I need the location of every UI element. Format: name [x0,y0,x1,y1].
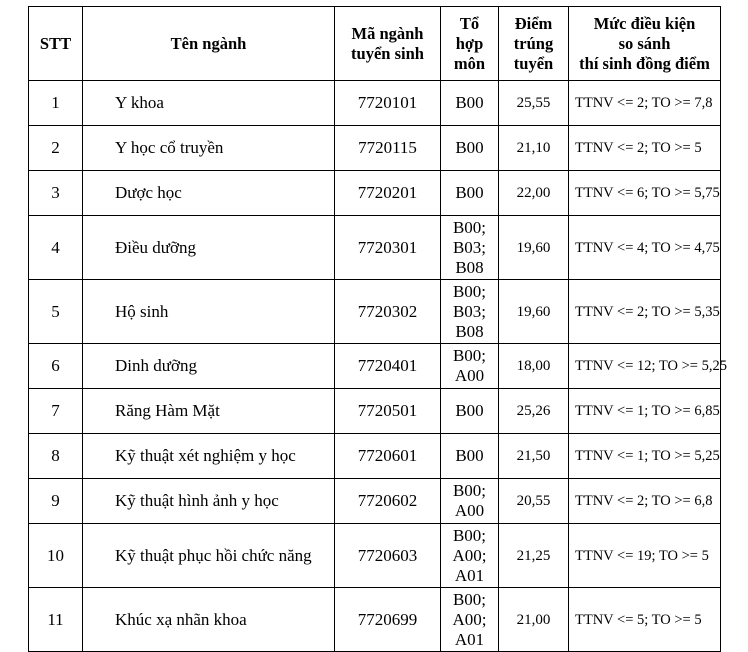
row-tiebreak-condition: TTNV <= 2; TO >= 5,35 [569,280,721,344]
row-subject-combo [441,588,499,652]
row-subject-combo [441,344,499,389]
combo-code: A00; [452,609,487,629]
row-major-code: 7720115 [335,126,441,171]
row-major-code: 7720603 [335,524,441,588]
header-combo-line: Tổ [459,13,480,33]
header-row [29,7,721,81]
table-row [29,216,721,280]
header-score-line: trúng [513,33,554,53]
table-row [29,280,721,344]
row-tiebreak-condition: TTNV <= 6; TO >= 5,75 [569,171,721,216]
row-subject-combo [441,171,499,216]
combo-code: B00; [452,346,487,365]
row-major-code: 7720101 [335,81,441,126]
combo-code: B08 [455,257,484,277]
header-combo-line: môn [453,53,486,73]
combo-code: B00; [452,217,487,237]
header-combo [441,7,499,81]
header-condition-line: Mức điều kiện [593,13,696,33]
combo-code: B00 [455,446,484,465]
row-cutoff-score: 20,55 [499,479,569,524]
row-subject-combo [441,126,499,171]
row-cutoff-score: 22,00 [499,171,569,216]
row-cutoff-score: 19,60 [499,280,569,344]
combo-code: B03; [452,237,487,257]
row-stt: 3 [29,171,83,216]
row-cutoff-score: 18,00 [499,344,569,389]
combo-code: A01 [454,629,485,649]
row-cutoff-score: 21,25 [499,524,569,588]
row-tiebreak-condition: TTNV <= 12; TO >= 5,25 [569,344,721,389]
row-tiebreak-condition: TTNV <= 1; TO >= 6,85 [569,389,721,434]
row-major-code: 7720301 [335,216,441,280]
combo-code: B08 [455,321,484,341]
row-cutoff-score: 21,50 [499,434,569,479]
header-code [335,7,441,81]
row-stt: 9 [29,479,83,524]
row-stt: 10 [29,524,83,588]
row-cutoff-score: 25,55 [499,81,569,126]
row-major-name: Y học cổ truyền [83,126,335,171]
row-major-code: 7720501 [335,389,441,434]
row-major-name: Răng Hàm Mặt [83,389,335,434]
row-major-name: Kỹ thuật hình ảnh y học [83,479,335,524]
combo-code: B00; [452,525,487,545]
row-subject-combo [441,524,499,588]
header-score [499,7,569,81]
row-major-name: Hộ sinh [83,280,335,344]
row-stt: 7 [29,389,83,434]
table-row [29,588,721,652]
combo-code: B00 [455,401,484,420]
combo-code: B00 [455,183,484,202]
row-major-code: 7720699 [335,588,441,652]
header-condition-line: thí sinh đồng điểm [579,53,710,73]
header-combo-line: hợp [455,33,484,53]
row-major-name: Kỹ thuật xét nghiệm y học [83,434,335,479]
combo-code: A01 [454,565,485,585]
header-condition [569,7,721,81]
header-score-line: tuyển [513,53,554,73]
row-stt: 4 [29,216,83,280]
row-stt: 11 [29,588,83,652]
row-subject-combo [441,434,499,479]
header-name: Tên ngành [83,7,335,81]
table-row [29,389,721,434]
row-tiebreak-condition: TTNV <= 1; TO >= 5,25 [569,434,721,479]
row-tiebreak-condition: TTNV <= 2; TO >= 6,8 [569,479,721,524]
row-major-name: Điều dưỡng [83,216,335,280]
header-code-line: Mã ngành [351,23,424,43]
row-cutoff-score: 19,60 [499,216,569,280]
combo-code: A00 [454,501,485,520]
row-stt: 2 [29,126,83,171]
table-row [29,171,721,216]
table-row [29,479,721,524]
combo-code: B00 [455,138,484,157]
header-stt: STT [29,7,83,81]
row-major-name: Kỹ thuật phục hồi chức năng [83,524,335,588]
row-major-code: 7720302 [335,280,441,344]
row-tiebreak-condition: TTNV <= 4; TO >= 4,75 [569,216,721,280]
combo-code: B03; [452,301,487,321]
row-major-code: 7720201 [335,171,441,216]
row-major-code: 7720602 [335,479,441,524]
table-row [29,524,721,588]
row-stt: 5 [29,280,83,344]
row-tiebreak-condition: TTNV <= 5; TO >= 5 [569,588,721,652]
header-score-line: Điểm [514,13,553,33]
row-major-name: Y khoa [83,81,335,126]
header-condition-line: so sánh [618,33,671,53]
table-row [29,344,721,389]
combo-code: A00; [452,545,487,565]
row-major-name: Dược học [83,171,335,216]
row-cutoff-score: 21,00 [499,588,569,652]
combo-code: A00 [454,366,485,385]
table-row [29,126,721,171]
combo-code: B00; [452,481,487,500]
admission-scores-table [28,6,727,652]
row-tiebreak-condition: TTNV <= 2; TO >= 7,8 [569,81,721,126]
row-stt: 6 [29,344,83,389]
row-stt: 8 [29,434,83,479]
row-subject-combo [441,389,499,434]
row-major-code: 7720601 [335,434,441,479]
row-subject-combo [441,216,499,280]
row-subject-combo [441,280,499,344]
combo-code: B00; [452,281,487,301]
table-row [29,81,721,126]
table-body [29,81,727,652]
row-tiebreak-condition: TTNV <= 2; TO >= 5 [569,126,721,171]
row-stt: 1 [29,81,83,126]
table-row [29,434,721,479]
row-subject-combo [441,81,499,126]
row-major-name: Khúc xạ nhãn khoa [83,588,335,652]
row-major-code: 7720401 [335,344,441,389]
combo-code: B00; [452,589,487,609]
row-cutoff-score: 25,26 [499,389,569,434]
row-major-name: Dinh dưỡng [83,344,335,389]
header-code-line: tuyển sinh [351,43,424,63]
row-subject-combo [441,479,499,524]
combo-code: B00 [455,93,484,112]
row-cutoff-score: 21,10 [499,126,569,171]
row-tiebreak-condition: TTNV <= 19; TO >= 5 [569,524,721,588]
